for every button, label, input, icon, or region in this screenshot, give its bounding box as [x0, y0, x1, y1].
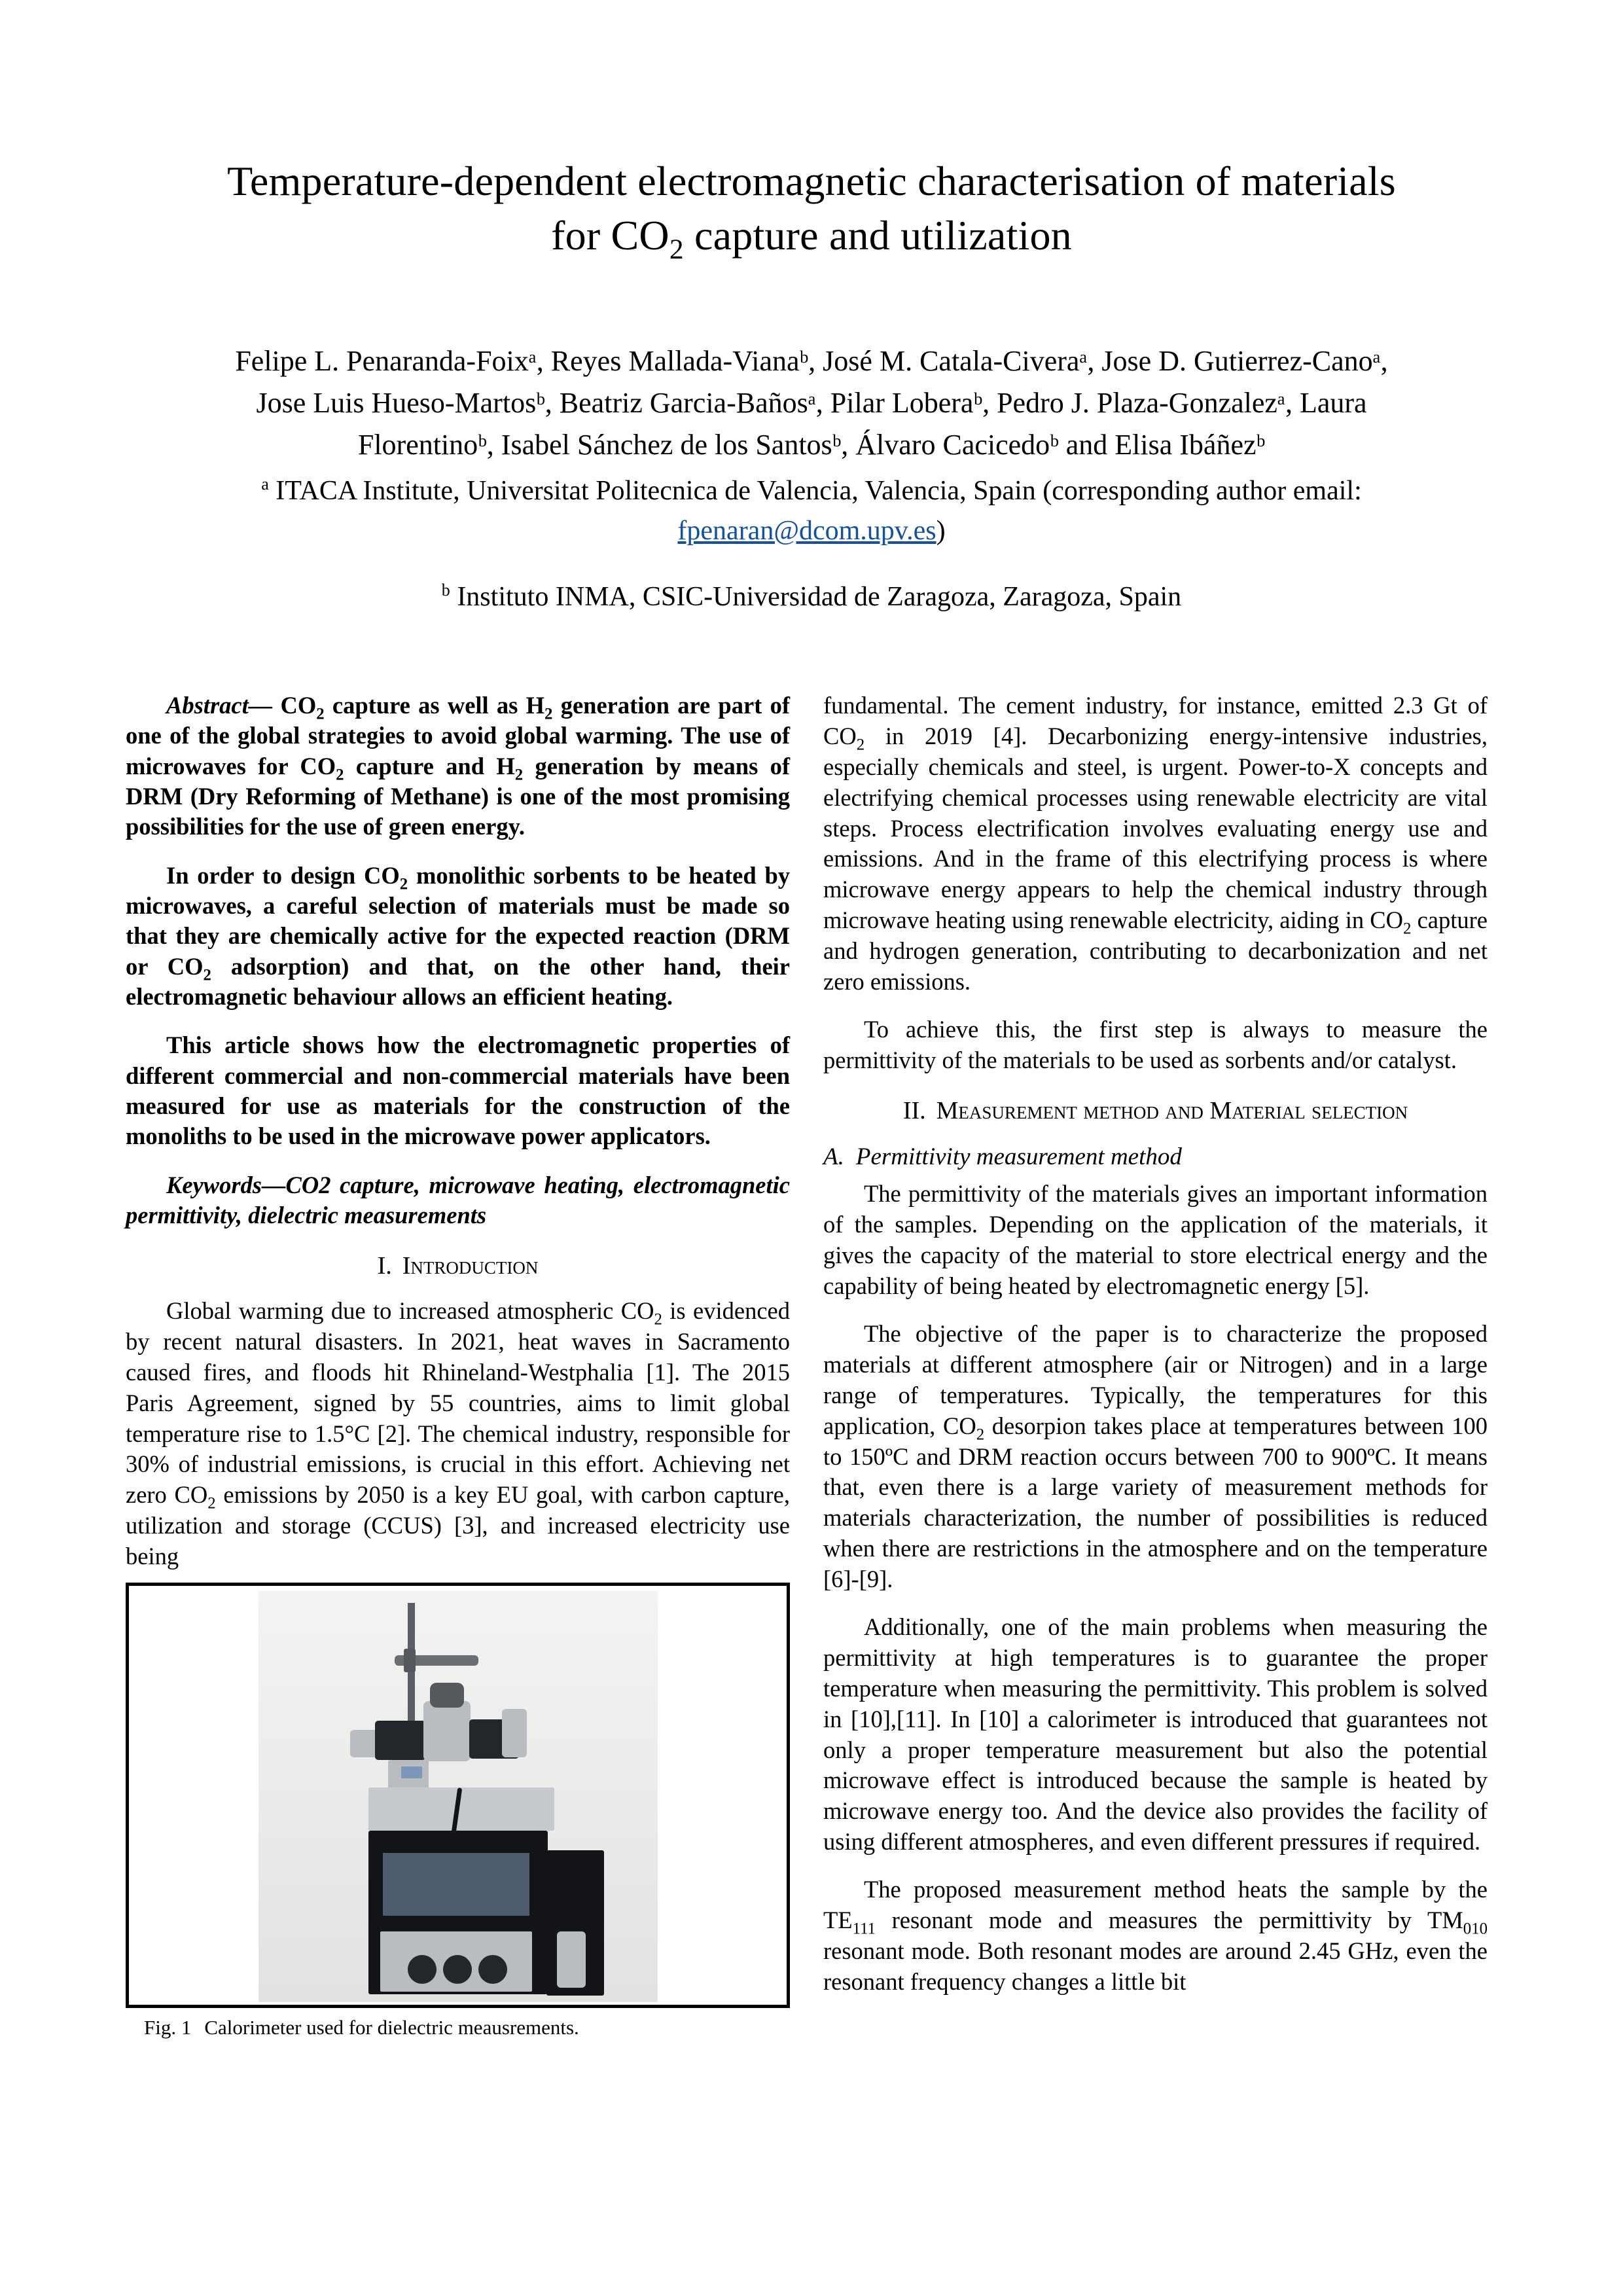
- fan-2: [443, 1955, 472, 1984]
- subsection-heading-permittivity-method: [823, 1142, 1488, 1172]
- resonant-cavity: [423, 1701, 471, 1761]
- keywords-label: Keywords—: [166, 1171, 286, 1198]
- fan-3: [478, 1955, 507, 1984]
- keywords-paragraph: [126, 1170, 790, 1231]
- title-line-1: Temperature-dependent electromagnetic characterisation of materials: [227, 158, 1396, 204]
- cavity-top-cap: [430, 1683, 464, 1708]
- author-list: [137, 340, 1486, 465]
- affiliation-b-marker: b: [441, 580, 450, 600]
- waveguide-left-body: [375, 1721, 426, 1760]
- right-paragraph-6: The proposed measurement method heats the sample by the $TE_{111}$ resonant mode and measures the permittivity by $TM_{010}$ resonant mode. Both resonant modes are around 2.45 GHz, even the resonant frequency changes a little bit: [823, 1876, 1488, 1995]
- subsection-letter-a: A.: [823, 1143, 844, 1171]
- right-paragraph-2: To achieve this, the first step is always to measure the permittivity of the materials to be used as sorbents and/or catalyst.: [823, 1015, 1488, 1073]
- controller-display: [401, 1767, 422, 1778]
- section-heading-introduction: [126, 1251, 790, 1282]
- rack-screen-panel: [383, 1853, 529, 1916]
- author-line-3: Florentinoᵇ, Isabel Sánchez de los Santosᵇ, Álvaro Cacicedoᵇ and Elisa Ibáñezᵇ: [357, 428, 1266, 461]
- side-tower-panel: [557, 1931, 586, 1988]
- corresponding-author-email-link[interactable]: fpenaran@dcom.upv.es: [677, 515, 936, 546]
- section-number-1: I.: [377, 1251, 392, 1280]
- body-column-left: [126, 691, 790, 1589]
- affiliation-b-text: Instituto INMA, CSIC-Universidad de Zaragoza, Zaragoza, Spain: [450, 581, 1182, 612]
- figure-1-image: [259, 1591, 658, 2002]
- figure-1-label: Fig. 1: [144, 2016, 192, 2039]
- waveguide-left-flange: [350, 1730, 378, 1757]
- abstract-paragraph-1: Abstract— $CO_2$ capture as well as $H_2$ generation are part of one of the global strategies to avoid global warming. The use of microwaves for $CO_2$ capture and $H_2$ generation by means of DRM (Dry Reforming of Methane) is one of the most promising possibilities for the use of green energy.: [126, 692, 791, 840]
- waveguide-right-flange: [502, 1709, 527, 1757]
- author-line-2: Jose Luis Hueso-Martosᵇ, Beatriz Garcia-Bañosᵃ, Pilar Loberaᵇ, Pedro J. Plaza-Gonzalezᵃ, Laura: [256, 386, 1367, 419]
- section-number-2: II.: [902, 1096, 926, 1124]
- right-paragraph-1: fundamental. The cement industry, for instance, emitted 2.3 Gt of $CO_2$ in 2019 [4]. Decarbonizing energy-intensive industries, especially chemicals and steel, is urgent. Power-to-X concepts and electrifying chemical processes using renewable electricity are vital steps. Process electrification involves evaluating energy use and emissions. And in the frame of this electrifying process is where microwave energy appears to help the chemical industry through microwave heating using renewable electricity, aiding in $CO_2$ capture and hydrogen generation, contributing to decarbonization and net zero emissions.: [823, 692, 1488, 996]
- right-paragraph-4: The objective of the paper is to characterize the proposed materials at different atmosphere (air or Nitrogen) and in a large range of temperatures. Typically, the temperatures for this application, $CO_2$ desorpion takes place at temperatures between 100 to 150ºC and DRM reaction occurs between 700 to 900ºC. It means that, even there is a large variety of measurement methods for materials characterization, the number of possibilities is reduced when there are restrictions in the atmosphere and on the temperature [6]-[9].: [823, 1320, 1488, 1593]
- affiliation-a-text: ITACA Institute, Universitat Politecnica de Valencia, Valencia, Spain (corresponding author email:: [268, 476, 1362, 506]
- page-title: [124, 154, 1499, 265]
- affiliation-block: [131, 471, 1492, 620]
- rod-clamp: [404, 1649, 416, 1672]
- title-subscript: 2: [669, 233, 684, 265]
- abstract-label: Abstract—: [166, 692, 273, 719]
- subsection-title-a: Permittivity measurement method: [855, 1143, 1182, 1171]
- right-paragraph-3: The permittivity of the materials gives an important information of the samples. Depending on the application of the materials, it gives the capacity of the material to store electrical energy and the capability of being heated by electromagnetic energy [5].: [823, 1180, 1488, 1300]
- section-title-2: Measurement method and Material selection: [936, 1096, 1408, 1124]
- figure-1-caption: [126, 2015, 790, 2041]
- keywords-text: CO2 capture, microwave heating, electromagnetic permittivity, dielectric measurements: [126, 1171, 790, 1229]
- intro-paragraph-1: Global warming due to increased atmospheric $CO_2$ is evidenced by recent natural disasters. In 2021, heat waves in Sacramento caused fires, and floods hit Rhineland-Westphalia [1]. The 2015 Paris Agreement, signed by 55 countries, aims to limit global temperature rise to 1.5°C [2]. The chemical industry, responsible for 30% of industrial emissions, is crucial in this effort. Achieving net zero $CO_2$ emissions by 2050 is a key EU goal, with carbon capture, utilization and storage (CCUS) [3], and increased electricity use being: [126, 1297, 790, 1570]
- abstract-paragraph-2: In order to design $CO_2$ monolithic sorbents to be heated by microwaves, a careful selection of materials must be made so that they are chemically active for the expected reaction (DRM or $CO_2$ adsorption) and that, on the other hand, their electromagnetic behaviour allows an efficient heating.: [126, 861, 791, 1011]
- figure-1-caption-text: Calorimeter used for dielectric meausrements.: [204, 2016, 579, 2039]
- title-line-2-suffix: capture and utilization: [683, 212, 1072, 259]
- abstract-paragraph-3: This article shows how the electromagnetic properties of different commercial and non-commercial materials have been measured for use as materials for the construction of the monoliths to be used in the microwave power applicators.: [126, 1031, 790, 1150]
- title-line-2-prefix: for CO: [551, 212, 669, 259]
- figure-1-container: [126, 1583, 790, 2008]
- affiliation-a-marker: a: [261, 475, 269, 493]
- section-title-1: Introduction: [402, 1251, 539, 1280]
- title-block: [124, 154, 1499, 265]
- fan-1: [408, 1955, 437, 1984]
- right-paragraph-5: Additionally, one of the main problems when measuring the permittivity at high temperatures is to guarantee the proper temperature when measuring the permittivity. This problem is solved in [10],[11]. In [10] a calorimeter is introduced that guarantees not only a proper temperature measurement but also the potential microwave effect is introduced because the sample is heated by microwave energy too. And the device also provides the facility of using different atmospheres, and even different pressures if required.: [823, 1613, 1488, 1856]
- section-heading-measurement-method: [823, 1096, 1488, 1127]
- author-line-1: Felipe L. Penaranda-Foixᵃ, Reyes Mallada-Vianaᵇ, José M. Catala-Civeraᵃ, Jose D. Gutierrez-Canoᵃ,: [235, 345, 1388, 377]
- body-column-right: [823, 691, 1488, 1998]
- affiliation-a-closing-paren: ): [936, 515, 946, 546]
- affiliation-spacer: [131, 554, 1492, 577]
- affiliation-b: [131, 577, 1492, 617]
- affiliation-a: [131, 471, 1492, 551]
